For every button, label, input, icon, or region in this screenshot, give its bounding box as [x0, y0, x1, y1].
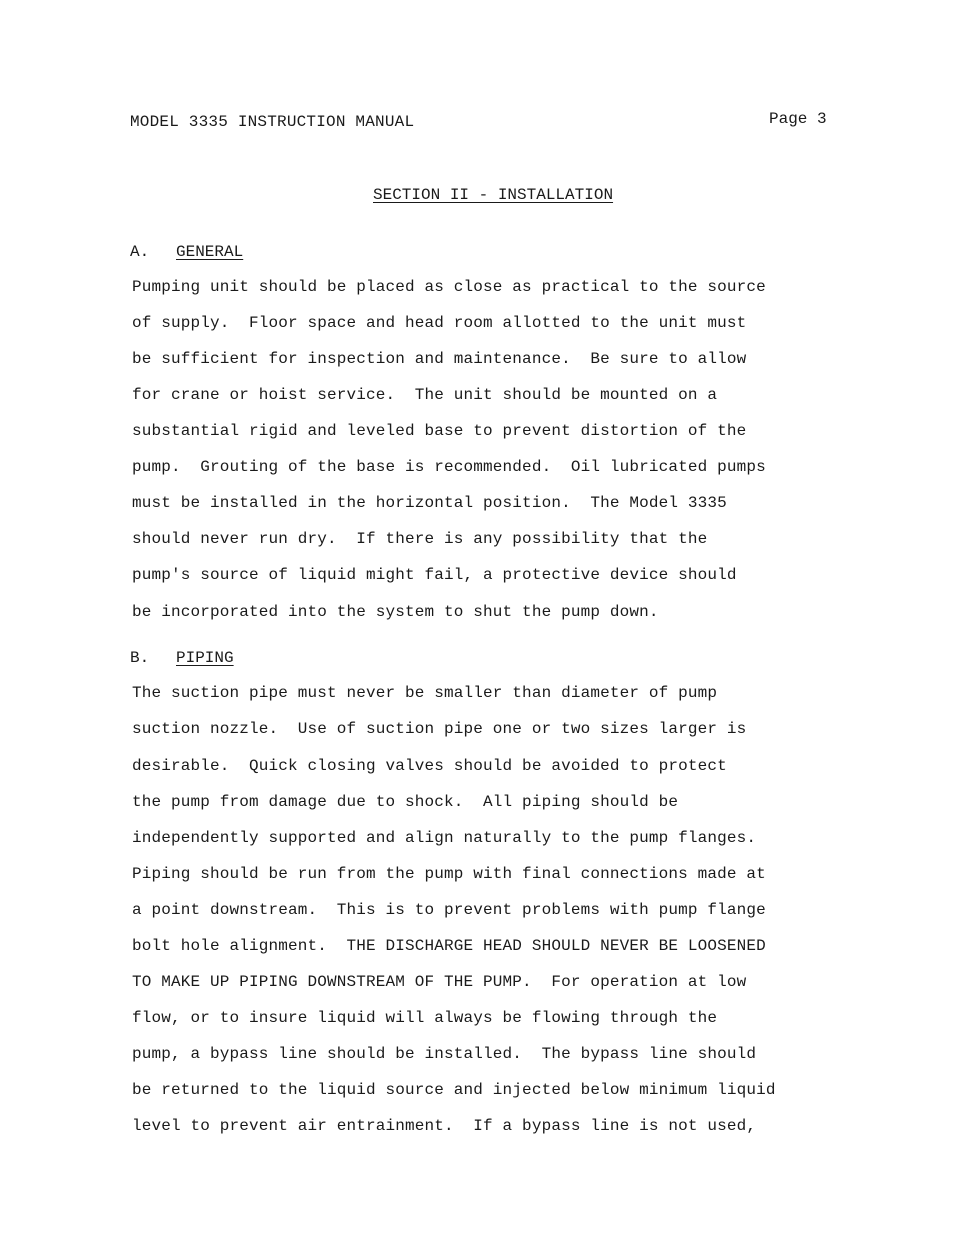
paragraph-line: bolt hole alignment. THE DISCHARGE HEAD SHOULD NEVER BE LOOSENED [132, 937, 766, 955]
paragraph-line: The suction pipe must never be smaller than diameter of pump [132, 684, 718, 702]
paragraph-line: be sufficient for inspection and maintenance. Be sure to allow [132, 350, 747, 368]
heading-piping [130, 649, 234, 667]
paragraph-line: pump's source of liquid might fail, a protective device should [132, 566, 737, 584]
manual-title: MODEL 3335 INSTRUCTION MANUAL [130, 113, 415, 131]
paragraph-line: substantial rigid and leveled base to prevent distortion of the [132, 422, 747, 440]
paragraph-line: desirable. Quick closing valves should be avoided to protect [132, 757, 727, 775]
paragraph-line: suction nozzle. Use of suction pipe one or two sizes larger is [132, 720, 747, 738]
paragraph-line: the pump from damage due to shock. All piping should be [132, 793, 679, 811]
paragraph-line: be returned to the liquid source and injected below minimum liquid [132, 1081, 776, 1099]
heading-name: PIPING [176, 649, 234, 667]
paragraph-line: pump. Grouting of the base is recommended. Oil lubricated pumps [132, 458, 766, 476]
heading-letter: B. [130, 649, 150, 667]
heading-letter: A. [130, 243, 150, 261]
paragraph-line: should never run dry. If there is any possibility that the [132, 530, 708, 548]
paragraph-line: of supply. Floor space and head room allotted to the unit must [132, 314, 747, 332]
paragraph-line: flow, or to insure liquid will always be flowing through the [132, 1009, 718, 1027]
paragraph-line: Pumping unit should be placed as close as practical to the source [132, 278, 766, 296]
paragraph-line: Piping should be run from the pump with final connections made at [132, 865, 766, 883]
paragraph-line: for crane or hoist service. The unit should be mounted on a [132, 386, 718, 404]
paragraph-line: must be installed in the horizontal position. The Model 3335 [132, 494, 727, 512]
paragraph-line: pump, a bypass line should be installed. The bypass line should [132, 1045, 757, 1063]
paragraph-line: be incorporated into the system to shut the pump down. [132, 603, 659, 621]
page-number: Page 3 [769, 110, 827, 128]
paragraph-line: a point downstream. This is to prevent problems with pump flange [132, 901, 766, 919]
paragraph-line: level to prevent air entrainment. If a bypass line is not used, [132, 1117, 757, 1135]
heading-general [130, 243, 243, 261]
paragraph-line: TO MAKE UP PIPING DOWNSTREAM OF THE PUMP. For operation at low [132, 973, 747, 991]
paragraph-line: independently supported and align naturally to the pump flanges. [132, 829, 757, 847]
heading-name: GENERAL [176, 243, 244, 261]
section-title: SECTION II - INSTALLATION [373, 186, 614, 204]
